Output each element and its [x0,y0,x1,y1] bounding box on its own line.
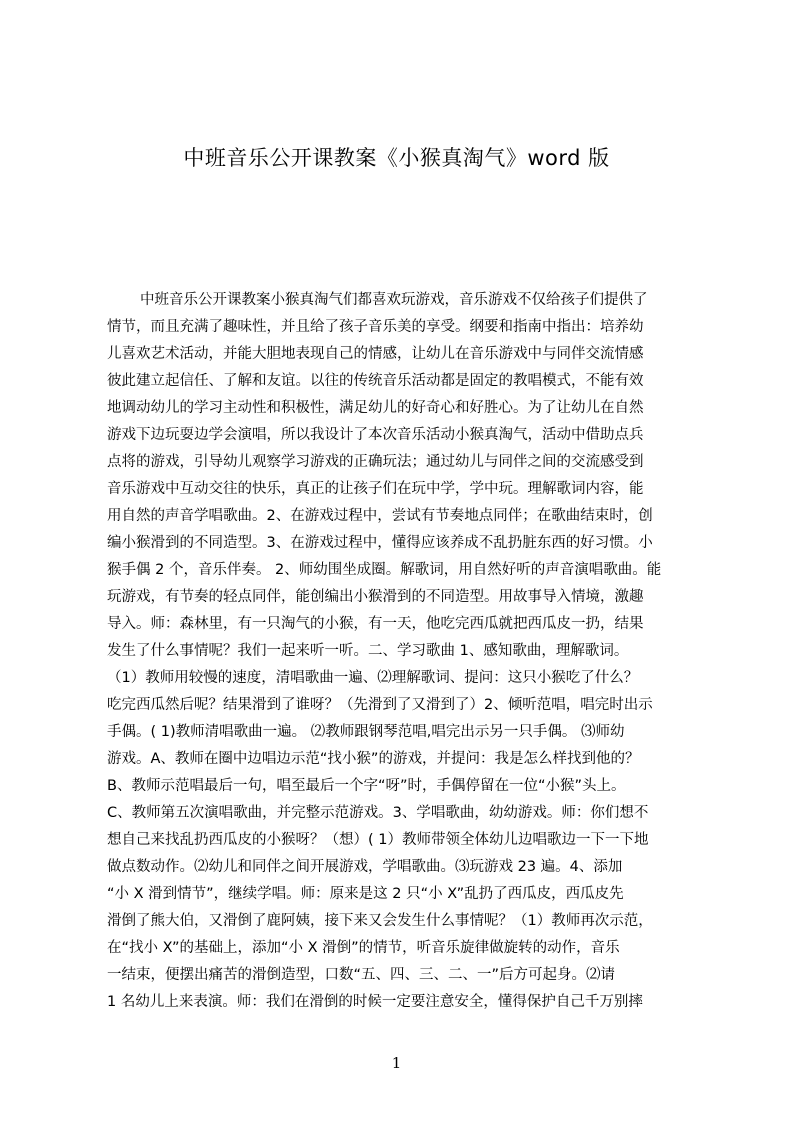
body-line: 发生了什么事情呢？我们一起来听一听。二、学习歌曲 1、感知歌曲，理解歌词。 [107,643,629,659]
body-line: 想自己来找乱扔西瓜皮的小猴呀？（想）( 1）教师带领全体幼儿边唱歌边一下一下地 [107,832,649,848]
body-line: 儿喜欢艺术活动，并能大胆地表现自己的情感，让幼儿在音乐游戏中与同伴交流情感 [107,346,644,362]
body-line: 在“找小 X”的基础上，添加“小 X 滑倒”的情节，听音乐旋律做旋转的动作，音乐 [107,940,620,956]
body-line: 游戏下边玩耍边学会演唱，所以我设计了本次音乐活动小猴真淘气，活动中借助点兵 [107,427,644,443]
body-line: 彼此建立起信任、了解和友谊。以往的传统音乐活动都是固定的教唱模式，不能有效 [107,373,644,389]
body-line: 编小猴滑到的不同造型。3、在游戏过程中，懂得应该养成不乱扔脏东西的好习惯。小 [107,535,653,551]
body-line: “小 X 滑到情节”，继续学唱。师：原来是这 2 只“小 X”乱扔了西瓜皮，西瓜皮先 [107,886,624,902]
body-line: 情节，而且充满了趣味性，并且给了孩子音乐美的享受。纲要和指南中指出：培养幼 [107,319,644,335]
body-line: 猴手偶 2 个，音乐伴奏。 2、师幼围坐成圈。解歌词，用自然好听的声音演唱歌曲。能 [107,562,662,578]
body-line: 手偶。( 1)教师清唱歌曲一遍。 ⑵教师跟钢琴范唱,唱完出示另一只手偶。 ⑶师幼 [107,724,625,740]
body-line: 地调动幼儿的学习主动性和积极性，满足幼儿的好奇心和好胜心。为了让幼儿在自然 [107,400,644,416]
body-line: 游戏。A、教师在圈中边唱边示范“找小猴”的游戏，并提问：我是怎么样找到他的？ [107,751,640,767]
body-line: 做点数动作。⑵幼儿和同伴之间开展游戏，学唱歌曲。⑶玩游戏 23 遍。4、添加 [107,859,623,875]
body-line: 1 名幼儿上来表演。师：我们在滑倒的时候一定要注意安全，懂得保护自己千万别摔 [107,994,643,1010]
document-title: 中班音乐公开课教案《小猴真淘气》word 版 [183,146,610,170]
document-body [107,287,697,1016]
body-line: 导入。师：森林里，有一只淘气的小猴，有一天，他吃完西瓜就把西瓜皮一扔，结果 [107,616,644,632]
body-line: 吃完西瓜然后呢？结果滑到了谁呀？（先滑到了又滑到了）2、倾听范唱，唱完时出示 [107,697,653,713]
body-line: 玩游戏，有节奏的轻点同伴，能创编出小猴滑到的不同造型。用故事导入情境，激趣 [107,589,644,605]
body-line: 中班音乐公开课教案小猴真淘气们都喜欢玩游戏，音乐游戏不仅给孩子们提供了 [140,292,648,308]
body-line: 一结束，便摆出痛苦的滑倒造型，口数“五、四、三、二、一”后方可起身。⑵请 [107,967,616,983]
body-line: B、教师示范唱最后一句，唱至最后一个字“呀”时，手偶停留在一位“小猴”头上。 [107,778,626,794]
body-line: 音乐游戏中互动交往的快乐，真正的让孩子们在玩中学，学中玩。理解歌词内容，能 [107,481,644,497]
body-line: C、教师第五次演唱歌曲，并完整示范游戏。3、学唱歌曲，幼幼游戏。师：你们想不 [107,805,649,821]
page-number: 1 [391,1054,402,1072]
body-line: 滑倒了熊大伯，又滑倒了鹿阿姨，接下来又会发生什么事情呢？（1）教师再次示范， [107,913,653,929]
body-line: 点将的游戏，引导幼儿观察学习游戏的正确玩法；通过幼儿与同伴之间的交流感受到 [107,454,644,470]
body-line: 用自然的声音学唱歌曲。2、在游戏过程中，尝试有节奏地点同伴；在歌曲结束时，创 [107,508,653,524]
body-line: （1）教师用较慢的速度，清唱歌曲一遍、⑵理解歌词、提问：这只小猴吃了什么？ [107,670,639,686]
